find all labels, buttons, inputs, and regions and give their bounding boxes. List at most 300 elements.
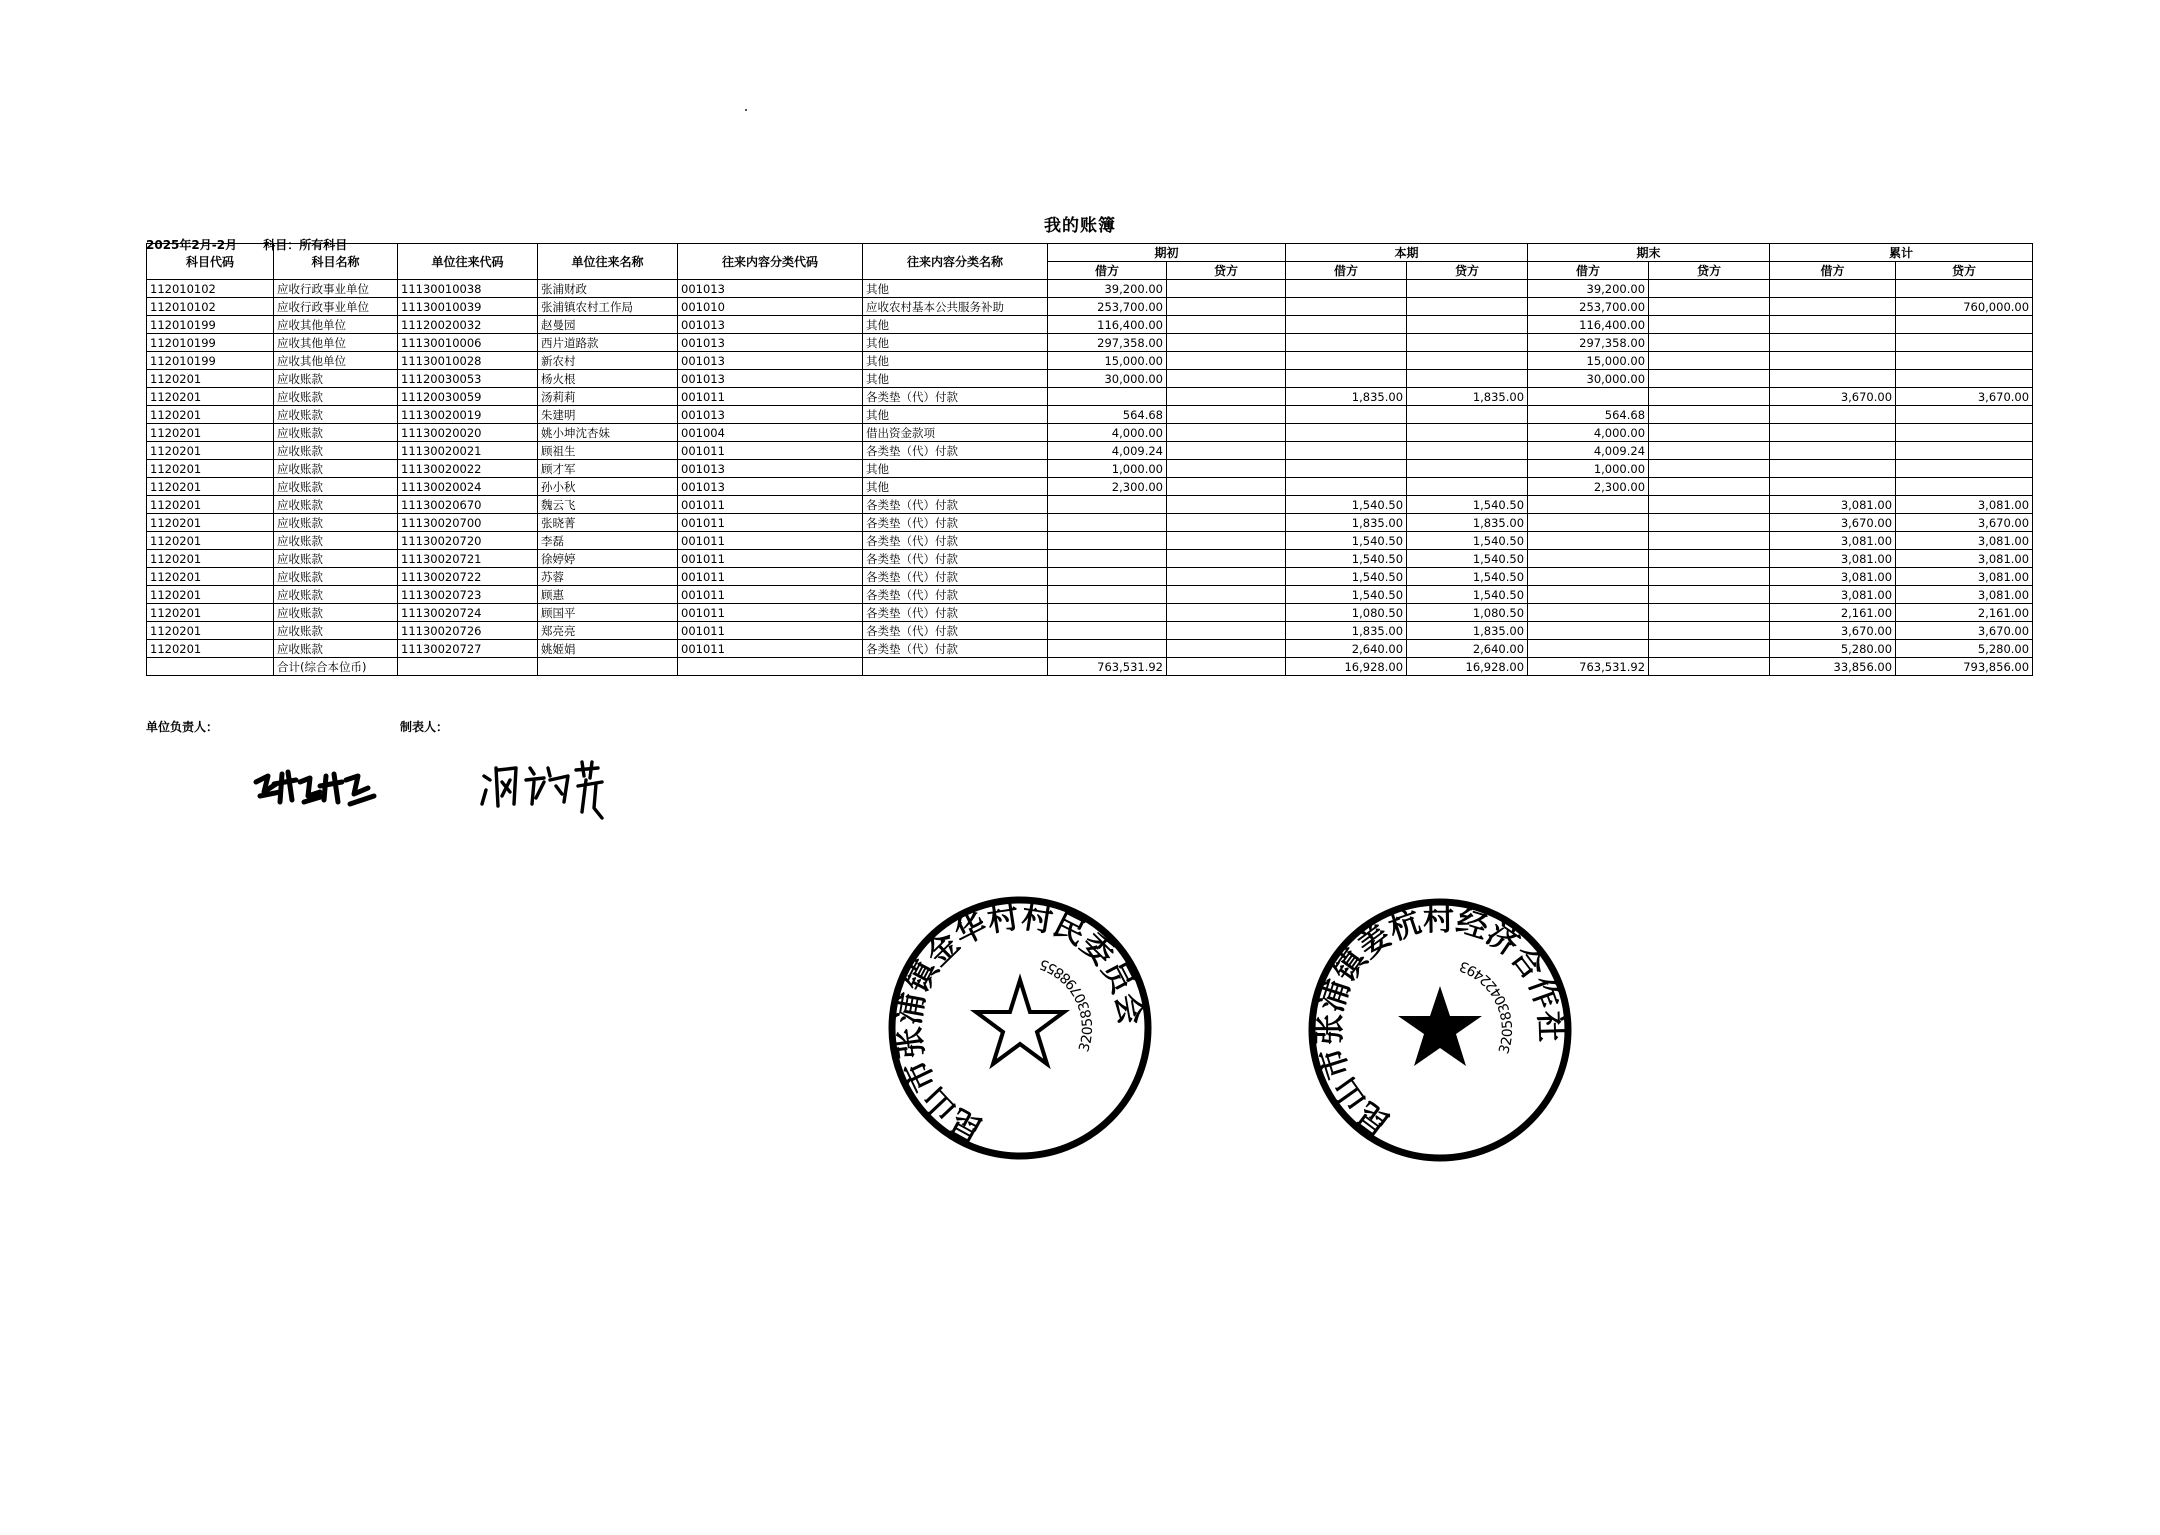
table-row <box>147 586 2033 604</box>
cell-opening-debit: 30,000.00 <box>1048 370 1167 388</box>
cell-current-credit: 1,540.50 <box>1407 586 1528 604</box>
cell-unit-code: 11130020024 <box>398 478 538 496</box>
cell-opening-debit <box>1048 550 1167 568</box>
cell-opening-debit: 564.68 <box>1048 406 1167 424</box>
cell-opening-credit <box>1167 568 1286 586</box>
cell-cumulative-credit: 3,081.00 <box>1896 550 2033 568</box>
cell-closing-credit <box>1649 424 1770 442</box>
cell-cumulative-credit: 3,670.00 <box>1896 388 2033 406</box>
col-subject-name: 科目名称 <box>274 244 398 280</box>
cell-category-code: 001010 <box>678 298 863 316</box>
cell-current-debit: 1,540.50 <box>1286 586 1407 604</box>
table-row <box>147 496 2033 514</box>
cell-closing-credit <box>1649 460 1770 478</box>
cell-current-debit <box>1286 424 1407 442</box>
table-row <box>147 280 2033 298</box>
cell-category-name: 各类垫（代）付款 <box>863 388 1048 406</box>
cell-category-name: 各类垫（代）付款 <box>863 496 1048 514</box>
cell-subject-code: 1120201 <box>147 478 274 496</box>
cell-opening-credit <box>1167 604 1286 622</box>
cell-subject-name: 应收其他单位 <box>274 334 398 352</box>
col-current-credit: 贷方 <box>1407 262 1528 280</box>
col-category-name: 往来内容分类名称 <box>863 244 1048 280</box>
cell-closing-credit <box>1649 334 1770 352</box>
cell-opening-debit: 15,000.00 <box>1048 352 1167 370</box>
cell-subject-name: 合计(综合本位币) <box>274 658 398 676</box>
table-row <box>147 460 2033 478</box>
cell-unit-code: 11130020721 <box>398 550 538 568</box>
cell-category-code: 001011 <box>678 640 863 658</box>
cell-current-credit: 1,835.00 <box>1407 388 1528 406</box>
cell-current-credit <box>1407 334 1528 352</box>
footer <box>146 718 449 735</box>
cell-closing-debit <box>1528 586 1649 604</box>
cell-opening-credit <box>1167 496 1286 514</box>
cell-unit-code: 11130020021 <box>398 442 538 460</box>
cell-current-credit: 1,080.50 <box>1407 604 1528 622</box>
cell-subject-code: 1120201 <box>147 370 274 388</box>
unit-head-signature <box>250 762 380 812</box>
cell-category-code: 001011 <box>678 442 863 460</box>
cell-unit-code: 11130020019 <box>398 406 538 424</box>
cell-cumulative-debit <box>1770 478 1896 496</box>
cell-subject-name: 应收账款 <box>274 622 398 640</box>
cell-subject-code: 112010199 <box>147 316 274 334</box>
col-opening-credit: 贷方 <box>1167 262 1286 280</box>
cell-opening-debit: 253,700.00 <box>1048 298 1167 316</box>
cell-opening-debit <box>1048 532 1167 550</box>
period-label: 2025年2月-2月 <box>146 238 238 252</box>
cell-closing-credit <box>1649 514 1770 532</box>
cell-category-name: 各类垫（代）付款 <box>863 604 1048 622</box>
cell-opening-debit <box>1048 568 1167 586</box>
ledger-table <box>146 243 2033 676</box>
cell-unit-code: 11130020670 <box>398 496 538 514</box>
col-group-closing: 期末 <box>1528 244 1770 262</box>
cell-category-code: 001013 <box>678 316 863 334</box>
header-row-top <box>147 244 2033 262</box>
cell-category-code: 001013 <box>678 370 863 388</box>
cell-subject-code: 1120201 <box>147 424 274 442</box>
cell-subject-code <box>147 658 274 676</box>
cell-current-debit: 2,640.00 <box>1286 640 1407 658</box>
cell-current-credit: 1,835.00 <box>1407 622 1528 640</box>
cell-unit-code: 11130020700 <box>398 514 538 532</box>
cell-opening-debit: 2,300.00 <box>1048 478 1167 496</box>
cell-current-credit <box>1407 478 1528 496</box>
cell-current-debit: 1,835.00 <box>1286 514 1407 532</box>
cell-cumulative-credit: 3,081.00 <box>1896 586 2033 604</box>
cell-cumulative-debit: 3,670.00 <box>1770 514 1896 532</box>
cell-category-name: 各类垫（代）付款 <box>863 442 1048 460</box>
cell-closing-credit <box>1649 388 1770 406</box>
table-row <box>147 604 2033 622</box>
table-row <box>147 334 2033 352</box>
cell-opening-debit: 763,531.92 <box>1048 658 1167 676</box>
table-row <box>147 622 2033 640</box>
cell-unit-name: 新农村 <box>538 352 678 370</box>
cell-cumulative-debit: 3,081.00 <box>1770 568 1896 586</box>
cell-subject-code: 1120201 <box>147 406 274 424</box>
cell-cumulative-debit <box>1770 298 1896 316</box>
cell-category-code: 001004 <box>678 424 863 442</box>
cell-category-name: 其他 <box>863 478 1048 496</box>
cell-cumulative-credit <box>1896 424 2033 442</box>
cell-current-debit <box>1286 478 1407 496</box>
cell-unit-code <box>398 658 538 676</box>
cell-category-code: 001013 <box>678 478 863 496</box>
cell-subject-code: 1120201 <box>147 640 274 658</box>
cell-category-name: 应收农村基本公共服务补助 <box>863 298 1048 316</box>
svg-text:昆山市张浦镇金华村村民委员会: 昆山市张浦镇金华村村民委员会 <box>891 899 1149 1148</box>
cell-unit-code: 11130020020 <box>398 424 538 442</box>
cell-closing-credit <box>1649 550 1770 568</box>
cell-subject-code: 1120201 <box>147 586 274 604</box>
cell-current-debit: 1,540.50 <box>1286 568 1407 586</box>
cell-current-credit <box>1407 352 1528 370</box>
cell-opening-debit <box>1048 622 1167 640</box>
cell-subject-name: 应收账款 <box>274 406 398 424</box>
cell-closing-credit <box>1649 406 1770 424</box>
col-unit-name: 单位往来名称 <box>538 244 678 280</box>
cell-category-name: 其他 <box>863 334 1048 352</box>
cell-closing-credit <box>1649 586 1770 604</box>
cell-opening-credit <box>1167 352 1286 370</box>
cell-opening-credit <box>1167 406 1286 424</box>
cell-current-debit: 16,928.00 <box>1286 658 1407 676</box>
table-row <box>147 424 2033 442</box>
cell-category-name: 各类垫（代）付款 <box>863 514 1048 532</box>
cell-subject-code: 1120201 <box>147 604 274 622</box>
cell-cumulative-credit <box>1896 442 2033 460</box>
cell-cumulative-credit <box>1896 316 2033 334</box>
col-cumulative-credit: 贷方 <box>1896 262 2033 280</box>
cell-subject-name: 应收账款 <box>274 640 398 658</box>
cell-subject-code: 1120201 <box>147 622 274 640</box>
cell-cumulative-debit: 33,856.00 <box>1770 658 1896 676</box>
cell-opening-credit <box>1167 658 1286 676</box>
cell-category-code: 001011 <box>678 550 863 568</box>
cell-current-debit: 1,080.50 <box>1286 604 1407 622</box>
cell-cumulative-debit: 3,081.00 <box>1770 532 1896 550</box>
cell-unit-name: 郑亮亮 <box>538 622 678 640</box>
cell-current-credit: 2,640.00 <box>1407 640 1528 658</box>
cell-cumulative-credit: 760,000.00 <box>1896 298 2033 316</box>
col-unit-code: 单位往来代码 <box>398 244 538 280</box>
table-row <box>147 532 2033 550</box>
cell-cumulative-credit: 793,856.00 <box>1896 658 2033 676</box>
cell-closing-credit <box>1649 298 1770 316</box>
cell-closing-debit: 2,300.00 <box>1528 478 1649 496</box>
cell-closing-debit <box>1528 622 1649 640</box>
cell-unit-name: 张浦镇农村工作局 <box>538 298 678 316</box>
cell-opening-credit <box>1167 622 1286 640</box>
cell-current-debit: 1,540.50 <box>1286 496 1407 514</box>
svg-text:3205830798855: 3205830798855 <box>1037 955 1097 1054</box>
cell-current-credit <box>1407 370 1528 388</box>
cell-closing-debit <box>1528 550 1649 568</box>
cell-opening-debit: 39,200.00 <box>1048 280 1167 298</box>
cell-category-code: 001011 <box>678 622 863 640</box>
cell-closing-credit <box>1649 352 1770 370</box>
cell-subject-name: 应收账款 <box>274 604 398 622</box>
cell-closing-debit: 763,531.92 <box>1528 658 1649 676</box>
cell-subject-code: 112010199 <box>147 334 274 352</box>
cell-closing-debit <box>1528 496 1649 514</box>
cell-unit-code: 11130020723 <box>398 586 538 604</box>
cell-unit-name: 李磊 <box>538 532 678 550</box>
cell-closing-credit <box>1649 658 1770 676</box>
ledger-body <box>147 280 2033 676</box>
cell-subject-name: 应收行政事业单位 <box>274 298 398 316</box>
scan-speck <box>745 109 747 111</box>
cell-closing-credit <box>1649 316 1770 334</box>
svg-text:3205830422493: 3205830422493 <box>1457 957 1517 1056</box>
cell-category-code: 001011 <box>678 514 863 532</box>
cell-category-code: 001011 <box>678 532 863 550</box>
cell-cumulative-credit: 3,081.00 <box>1896 496 2033 514</box>
cell-closing-debit <box>1528 532 1649 550</box>
cell-category-code: 001011 <box>678 388 863 406</box>
cell-category-name: 借出资金款项 <box>863 424 1048 442</box>
cell-unit-name <box>538 658 678 676</box>
cell-opening-debit <box>1048 640 1167 658</box>
cell-current-credit <box>1407 424 1528 442</box>
cell-cumulative-credit <box>1896 334 2033 352</box>
cell-closing-debit: 39,200.00 <box>1528 280 1649 298</box>
cell-cumulative-debit: 3,081.00 <box>1770 550 1896 568</box>
cell-unit-name: 顾国平 <box>538 604 678 622</box>
cell-current-credit <box>1407 316 1528 334</box>
cell-current-debit: 1,835.00 <box>1286 622 1407 640</box>
col-group-current: 本期 <box>1286 244 1528 262</box>
cell-opening-debit: 1,000.00 <box>1048 460 1167 478</box>
cell-current-debit <box>1286 280 1407 298</box>
cell-subject-name: 应收账款 <box>274 478 398 496</box>
cell-closing-credit <box>1649 622 1770 640</box>
cell-closing-debit <box>1528 388 1649 406</box>
cell-current-debit <box>1286 406 1407 424</box>
col-closing-debit: 借方 <box>1528 262 1649 280</box>
cell-cumulative-debit <box>1770 406 1896 424</box>
cell-closing-debit: 116,400.00 <box>1528 316 1649 334</box>
cell-opening-credit <box>1167 514 1286 532</box>
cell-closing-debit: 15,000.00 <box>1528 352 1649 370</box>
cell-closing-debit <box>1528 640 1649 658</box>
cell-unit-name: 张浦财政 <box>538 280 678 298</box>
cell-opening-credit <box>1167 280 1286 298</box>
cell-current-debit <box>1286 352 1407 370</box>
cell-current-debit: 1,540.50 <box>1286 550 1407 568</box>
cell-opening-credit <box>1167 532 1286 550</box>
cell-opening-credit <box>1167 550 1286 568</box>
cell-subject-name: 应收账款 <box>274 442 398 460</box>
cell-subject-code: 1120201 <box>147 442 274 460</box>
cell-cumulative-debit <box>1770 334 1896 352</box>
cell-opening-credit <box>1167 334 1286 352</box>
cell-cumulative-credit <box>1896 406 2033 424</box>
cell-cumulative-debit: 3,670.00 <box>1770 622 1896 640</box>
cell-closing-credit <box>1649 370 1770 388</box>
cell-opening-debit <box>1048 514 1167 532</box>
cell-closing-credit <box>1649 532 1770 550</box>
table-row <box>147 514 2033 532</box>
cell-category-name: 其他 <box>863 280 1048 298</box>
cell-closing-debit: 564.68 <box>1528 406 1649 424</box>
cell-opening-credit <box>1167 640 1286 658</box>
cell-category-name: 其他 <box>863 460 1048 478</box>
cell-cumulative-credit: 5,280.00 <box>1896 640 2033 658</box>
cell-closing-credit <box>1649 280 1770 298</box>
cell-category-code: 001013 <box>678 334 863 352</box>
cell-opening-debit <box>1048 604 1167 622</box>
cell-closing-debit <box>1528 514 1649 532</box>
economic-cooperative-seal <box>1300 890 1580 1170</box>
cell-unit-name: 姚姬娟 <box>538 640 678 658</box>
cell-current-credit: 1,540.50 <box>1407 550 1528 568</box>
cell-current-credit: 1,540.50 <box>1407 568 1528 586</box>
cell-unit-code: 11130020022 <box>398 460 538 478</box>
cell-category-name: 其他 <box>863 316 1048 334</box>
table-row <box>147 316 2033 334</box>
cell-current-credit: 1,540.50 <box>1407 496 1528 514</box>
preparer-label: 制表人： <box>400 720 449 734</box>
cell-closing-debit: 4,009.24 <box>1528 442 1649 460</box>
cell-cumulative-debit <box>1770 424 1896 442</box>
cell-opening-debit <box>1048 496 1167 514</box>
cell-unit-code: 11130010028 <box>398 352 538 370</box>
cell-opening-credit <box>1167 424 1286 442</box>
cell-opening-credit <box>1167 442 1286 460</box>
cell-cumulative-debit <box>1770 280 1896 298</box>
table-row <box>147 640 2033 658</box>
cell-unit-name: 孙小秋 <box>538 478 678 496</box>
cell-subject-code: 1120201 <box>147 550 274 568</box>
cell-opening-debit: 4,000.00 <box>1048 424 1167 442</box>
svg-text:昆山市张浦镇姜杭村经济合作社: 昆山市张浦镇姜杭村经济合作社 <box>1311 901 1569 1142</box>
cell-closing-credit <box>1649 442 1770 460</box>
preparer-signature <box>478 754 618 824</box>
cell-current-debit <box>1286 460 1407 478</box>
cell-subject-name: 应收账款 <box>274 496 398 514</box>
cell-unit-name: 张晓菁 <box>538 514 678 532</box>
cell-current-credit <box>1407 460 1528 478</box>
cell-current-credit: 1,540.50 <box>1407 532 1528 550</box>
cell-subject-name: 应收账款 <box>274 388 398 406</box>
cell-unit-name: 杨火根 <box>538 370 678 388</box>
cell-unit-code: 11120020032 <box>398 316 538 334</box>
cell-subject-code: 112010199 <box>147 352 274 370</box>
cell-closing-debit: 4,000.00 <box>1528 424 1649 442</box>
cell-closing-debit <box>1528 604 1649 622</box>
cell-unit-code: 11130010038 <box>398 280 538 298</box>
table-row <box>147 406 2033 424</box>
cell-subject-code: 112010102 <box>147 280 274 298</box>
cell-subject-code: 1120201 <box>147 514 274 532</box>
cell-current-debit: 1,540.50 <box>1286 532 1407 550</box>
cell-current-debit <box>1286 316 1407 334</box>
cell-current-credit <box>1407 280 1528 298</box>
cell-closing-debit: 30,000.00 <box>1528 370 1649 388</box>
cell-cumulative-debit: 3,081.00 <box>1770 586 1896 604</box>
cell-current-debit <box>1286 334 1407 352</box>
cell-category-code: 001011 <box>678 586 863 604</box>
cell-opening-credit <box>1167 586 1286 604</box>
cell-opening-debit: 116,400.00 <box>1048 316 1167 334</box>
cell-unit-code: 11130010039 <box>398 298 538 316</box>
col-group-cumulative: 累计 <box>1770 244 2033 262</box>
cell-unit-name: 魏云飞 <box>538 496 678 514</box>
cell-opening-credit <box>1167 478 1286 496</box>
cell-unit-name: 苏蓉 <box>538 568 678 586</box>
cell-current-debit: 1,835.00 <box>1286 388 1407 406</box>
cell-cumulative-credit <box>1896 352 2033 370</box>
cell-category-code: 001013 <box>678 280 863 298</box>
cell-category-name: 各类垫（代）付款 <box>863 532 1048 550</box>
cell-category-name: 各类垫（代）付款 <box>863 550 1048 568</box>
cell-unit-name: 朱建明 <box>538 406 678 424</box>
cell-cumulative-debit: 5,280.00 <box>1770 640 1896 658</box>
col-group-opening: 期初 <box>1048 244 1286 262</box>
cell-unit-code: 11130020727 <box>398 640 538 658</box>
village-committee-seal <box>880 888 1160 1168</box>
cell-unit-code: 11130020720 <box>398 532 538 550</box>
cell-category-name: 其他 <box>863 406 1048 424</box>
cell-category-name: 各类垫（代）付款 <box>863 622 1048 640</box>
cell-category-name: 其他 <box>863 370 1048 388</box>
cell-unit-code: 11130020722 <box>398 568 538 586</box>
cell-closing-debit: 1,000.00 <box>1528 460 1649 478</box>
cell-cumulative-debit: 2,161.00 <box>1770 604 1896 622</box>
col-subject-code: 科目代码 <box>147 244 274 280</box>
cell-opening-debit: 297,358.00 <box>1048 334 1167 352</box>
cell-current-debit <box>1286 298 1407 316</box>
cell-subject-name: 应收其他单位 <box>274 352 398 370</box>
cell-subject-code: 1120201 <box>147 568 274 586</box>
cell-closing-debit: 253,700.00 <box>1528 298 1649 316</box>
cell-opening-credit <box>1167 370 1286 388</box>
cell-cumulative-debit: 3,081.00 <box>1770 496 1896 514</box>
table-row <box>147 478 2033 496</box>
cell-closing-credit <box>1649 604 1770 622</box>
cell-category-code: 001011 <box>678 604 863 622</box>
cell-category-code: 001013 <box>678 460 863 478</box>
page-title: 我的账簿 <box>1044 216 1116 236</box>
cell-subject-code: 112010102 <box>147 298 274 316</box>
cell-unit-code: 11120030053 <box>398 370 538 388</box>
cell-subject-code: 1120201 <box>147 496 274 514</box>
cell-current-credit <box>1407 442 1528 460</box>
col-current-debit: 借方 <box>1286 262 1407 280</box>
cell-unit-code: 11120030059 <box>398 388 538 406</box>
cell-subject-name: 应收账款 <box>274 424 398 442</box>
cell-category-name: 其他 <box>863 352 1048 370</box>
table-row <box>147 388 2033 406</box>
cell-closing-credit <box>1649 568 1770 586</box>
unit-head-label: 单位负责人： <box>146 720 219 734</box>
cell-subject-name: 应收账款 <box>274 568 398 586</box>
cell-category-code: 001013 <box>678 406 863 424</box>
table-row <box>147 550 2033 568</box>
cell-opening-debit: 4,009.24 <box>1048 442 1167 460</box>
cell-closing-credit <box>1649 640 1770 658</box>
cell-current-credit <box>1407 298 1528 316</box>
total-row <box>147 658 2033 676</box>
cell-cumulative-debit: 3,670.00 <box>1770 388 1896 406</box>
cell-category-code <box>678 658 863 676</box>
cell-current-credit: 1,835.00 <box>1407 514 1528 532</box>
cell-category-name: 各类垫（代）付款 <box>863 640 1048 658</box>
